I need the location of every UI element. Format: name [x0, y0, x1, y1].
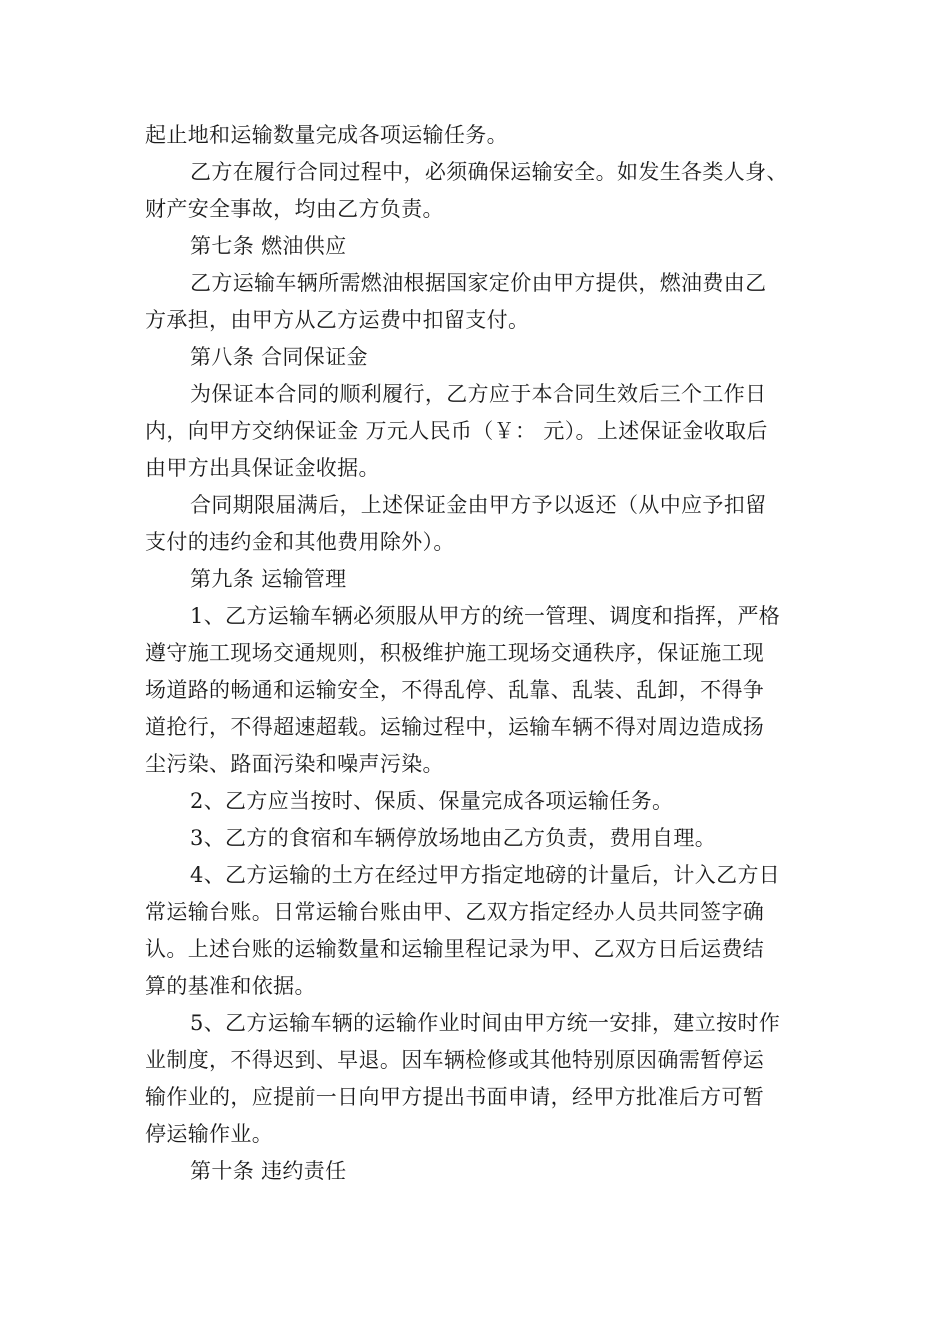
paragraph-line: 尘污染、路面污染和噪声污染。 — [145, 752, 444, 776]
paragraph-line: 遵守施工现场交通规则，积极维护施工现场交通秩序，保证施工现 — [145, 641, 765, 665]
paragraph-line: 业制度，不得迟到、早退。因车辆检修或其他特别原因确需暂停运 — [145, 1048, 765, 1072]
article-heading: 第八条 合同保证金 — [190, 345, 368, 369]
document-body — [145, 117, 809, 1190]
paragraph-line: 2、乙方应当按时、保质、保量完成各项运输任务。 — [190, 789, 674, 813]
paragraph-line: 认。上述台账的运输数量和运输里程记录为甲、乙双方日后运费结 — [145, 937, 765, 961]
paragraph-line: 支付的违约金和其他费用除外）。 — [145, 530, 455, 554]
paragraph-line: 为保证本合同的顺利履行，乙方应于本合同生效后三个工作日 — [190, 382, 767, 406]
paragraph-line: 4、乙方运输的土方在经过甲方指定地磅的计量后，计入乙方日 — [190, 863, 781, 887]
paragraph-line: 停运输作业。 — [145, 1122, 274, 1146]
paragraph-line: 1、乙方运输车辆必须服从甲方的统一管理、调度和指挥，严格 — [190, 604, 781, 628]
article-heading: 第七条 燃油供应 — [190, 234, 347, 258]
paragraph-line: 算的基准和依据。 — [145, 974, 316, 998]
paragraph-line: 输作业的，应提前一日向甲方提出书面申请，经甲方批准后方可暂 — [145, 1085, 765, 1109]
paragraph-line: 内，向甲方交纳保证金 万元人民币（￥： 元）。上述保证金收取后 — [145, 419, 768, 443]
paragraph-line: 场道路的畅通和运输安全，不得乱停、乱靠、乱装、乱卸，不得争 — [145, 678, 765, 702]
article-heading: 第九条 运输管理 — [190, 567, 347, 591]
paragraph-line: 财产安全事故，均由乙方负责。 — [145, 197, 444, 221]
paragraph-line: 方承担，由甲方从乙方运费中扣留支付。 — [145, 308, 530, 332]
paragraph-line: 由甲方出具保证金收据。 — [145, 456, 380, 480]
article-heading: 第十条 违约责任 — [190, 1159, 347, 1183]
paragraph-line: 乙方运输车辆所需燃油根据国家定价由甲方提供，燃油费由乙 — [190, 271, 767, 295]
paragraph-line: 3、乙方的食宿和车辆停放场地由乙方负责，费用自理。 — [190, 826, 717, 850]
paragraph-line: 道抢行，不得超速超载。运输过程中，运输车辆不得对周边造成扬 — [145, 715, 765, 739]
paragraph-line: 常运输台账。日常运输台账由甲、乙双方指定经办人员共同签字确 — [145, 900, 765, 924]
paragraph-line: 乙方在履行合同过程中，必须确保运输安全。如发生各类人身、 — [190, 160, 788, 184]
paragraph-line: 合同期限届满后，上述保证金由甲方予以返还（从中应予扣留 — [190, 493, 767, 517]
paragraph-line: 起止地和运输数量完成各项运输任务。 — [145, 123, 508, 147]
paragraph-line: 5、乙方运输车辆的运输作业时间由甲方统一安排，建立按时作 — [190, 1011, 781, 1035]
